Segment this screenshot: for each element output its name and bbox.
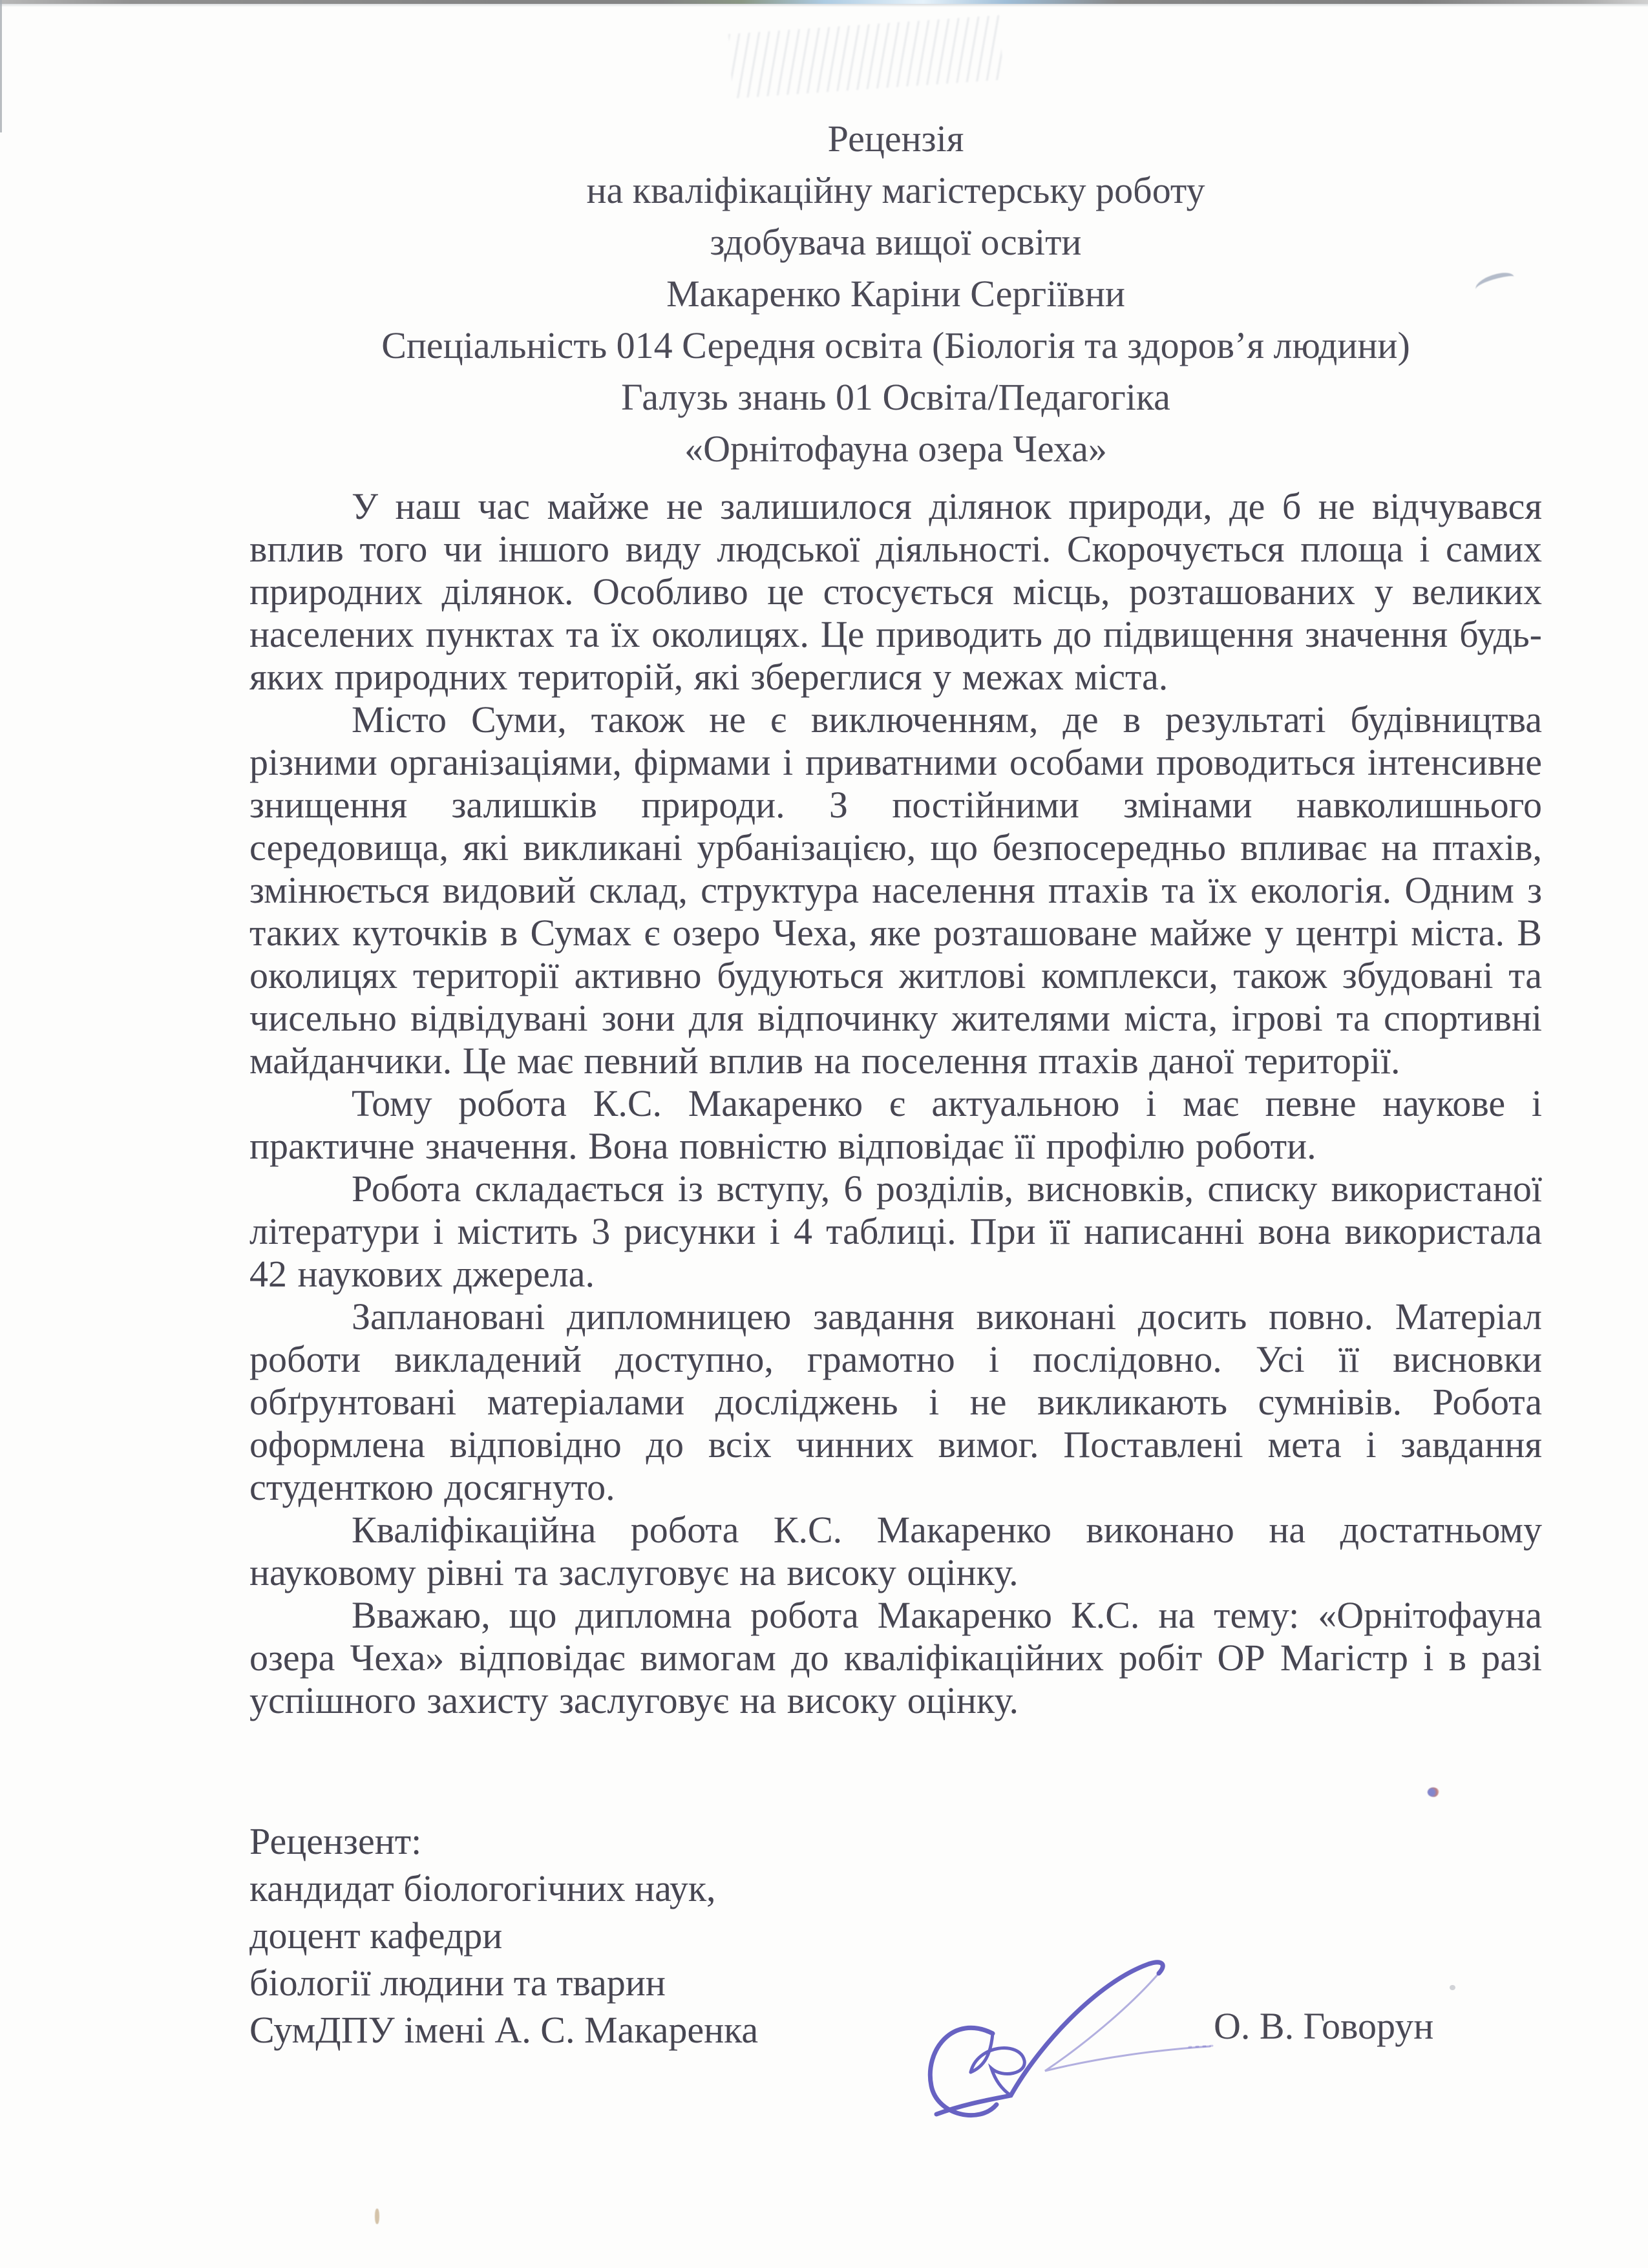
title-block [249,113,1542,475]
paragraph-structure: Робота складається із вступу, 6 розділів, висновків, списку використаної літератури і містить 3 рисунки і 4 таблиці. При її написанні вона використала 42 наукових джерела. [249,1168,1542,1295]
title-line-field: Галузь знань 01 Освіта/Педагогіка [621,376,1170,418]
reviewer-block [249,1818,1542,2053]
title-line-specialty: Спеціальність 014 Середня освіта (Біологія та здоров’я людини) [381,324,1410,366]
title-line-review: Рецензія [827,118,964,160]
pencil-smudge-artifact [728,15,1004,98]
document-content [249,113,1542,2053]
title-line-student-name: Макаренко Каріни Сергіївни [666,273,1125,315]
paragraph-level: Кваліфікаційна робота К.С. Макаренко виконано на достатньому науковому рівні та заслуговує на високу оцінку. [249,1509,1542,1593]
title-line-thesis-title: «Орнітофауна озера Чеха» [684,428,1107,470]
reviewer-name: О. В. Говорун [1214,2005,1434,2047]
title-line-degree-seeker: здобувача вищої освіти [710,221,1082,263]
scan-left-edge-artifact [0,0,2,132]
scan-edge-fade [0,4,1648,7]
paragraph-sumy-context: Місто Суми, також не є виключенням, де в результаті будівництва різними організаціями, фірмами і приватними особами проводиться інтенсивне знищення залишків природи. З постійними змінами навколишнього середовища, які викликані урбанізацією, що безпосередньо впливає на птахів, змінюється видовий склад, структура населення птахів та їх екологія. Одним з таких куточків в Сумах є озеро Чеха, яке розташоване майже у центрі міста. В околицях території активно будуються житлові комплекси, також збудовані та чисельно відвідувані зони для відпочинку жителями міста, ігрові та спортивні майданчики. Це має певний вплив на поселення птахів даної території. [249,698,1542,1082]
tan-speck-artifact [375,2209,379,2224]
paragraph-relevance: Тому робота К.С. Макаренко є актуальною і має певне наукове і практичне значення. Вона повністю відповідає її профілю роботи. [249,1082,1542,1167]
review-body [249,485,1542,1722]
reviewer-degree: кандидат біологогічних наук, [249,1867,716,1909]
reviewer-label: Рецензент: [249,1820,422,1862]
reviewer-university: СумДПУ імені А. С. Макаренка [249,2009,759,2051]
paragraph-assessment: Заплановані дипломницею завдання виконані досить повно. Матеріал роботи викладений доступно, грамотно і послідовно. Усі її висновки обґрунтовані матеріалами досліджень і не викликають сумнівів. Робота оформлена відповідно до всіх чинних вимог. Поставлені мета і завдання студенткою досягнуто. [249,1296,1542,1508]
paragraph-conclusion: Вважаю, що дипломна робота Макаренко К.С. на тему: «Орнітофауна озера Чеха» відповідає вимогам до кваліфікаційних робіт ОР Магістр і в разі успішного захисту заслуговує на високу оцінку. [249,1594,1542,1721]
title-line-work-type: на кваліфікаційну магістерську роботу [586,169,1205,211]
reviewer-department: біології людини та тварин [249,1962,666,2004]
paragraph-intro: У наш час майже не залишилося ділянок природи, де б не відчувався вплив того чи іншого виду людської діяльності. Скорочується площа і самих природних ділянок. Особливо це стосується місць, розташованих у великих населених пунктах та їх околицях. Це приводить до підвищення значення будь-яких природних територій, які збереглися у межах міста. [249,485,1542,698]
signature-ink [905,1932,1241,2210]
reviewer-position: доцент кафедри [249,1915,503,1957]
